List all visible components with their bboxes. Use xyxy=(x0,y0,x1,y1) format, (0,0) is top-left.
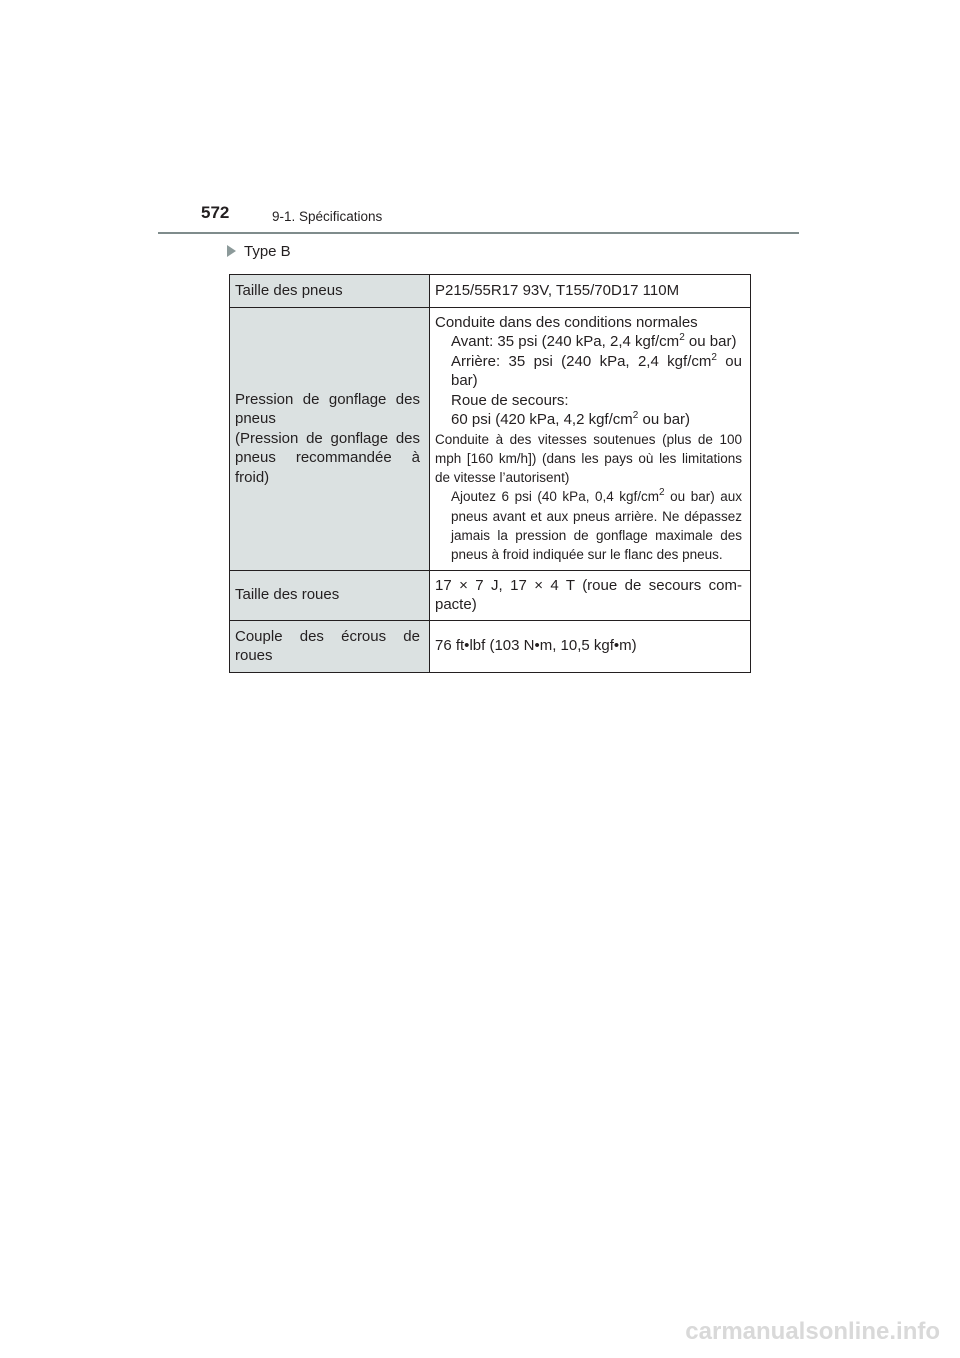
header-rule xyxy=(158,232,799,234)
normal-conditions-title: Conduite dans des conditions normales xyxy=(435,313,698,331)
sustained-speed-note: Ajoutez 6 psi (40 kPa, 0,4 kgf/$cm^2$ ou bar) aux pneus avant et aux pneus arrière. Ne dépassez jamais la pression de gonflage maximale des pneus à froid indiquée sur le flanc des pneus. xyxy=(451,487,742,563)
label-pressure xyxy=(230,307,430,570)
label-wheel-size: Taille des roues xyxy=(230,570,430,620)
label-pressure-line-1: Pression de gonflage des pneus xyxy=(235,390,420,428)
spec-table xyxy=(229,274,751,673)
front-pressure: Avant: 35 psi (240 kPa, 2,4 kgf/$cm^2$ ou bar) xyxy=(451,332,737,350)
spare-title: Roue de secours: xyxy=(451,391,569,409)
label-lug-nut-torque: Couple des écrous de roues xyxy=(230,620,430,672)
value-lug-nut-torque: 76 ft•lbf (103 N•m, 10,5 kgf•m) xyxy=(430,620,751,672)
page-number: 572 xyxy=(201,203,230,222)
value-tire-size: P215/55R17 93V, T155/70D17 110M xyxy=(430,275,751,308)
value-wheel-size: 17 × 7 J, 17 × 4 T (roue de secours com-pacte) xyxy=(430,570,751,620)
subheading-text: Type B xyxy=(244,243,291,260)
sustained-speed-title: Conduite à des vitesses soutenues (plus de 100 mph [160 km/h]) (dans les pays où les limitations de vitesse l’autorisent) xyxy=(435,431,742,486)
triangle-arrow-icon xyxy=(227,245,236,257)
table-row-wheel-size xyxy=(230,570,751,620)
label-pressure-line-2: (Pression de gonflage des pneus recommandée à froid) xyxy=(235,429,420,486)
table-row-tire-size xyxy=(230,275,751,308)
watermark: carmanualsonline.info xyxy=(685,1318,940,1345)
table-row-pressure xyxy=(230,307,751,570)
label-tire-size: Taille des pneus xyxy=(230,275,430,308)
section-title: 9-1. Spécifications xyxy=(272,209,383,224)
table-row-lug-nut-torque xyxy=(230,620,751,672)
spare-pressure: 60 psi (420 kPa, 4,2 kgf/$cm^2$ ou bar) xyxy=(451,410,691,428)
rear-pressure: Arrière: 35 psi (240 kPa, 2,4 kgf/$cm^2$ ou bar) xyxy=(451,351,742,389)
subheading xyxy=(227,243,291,260)
value-pressure xyxy=(430,307,751,570)
